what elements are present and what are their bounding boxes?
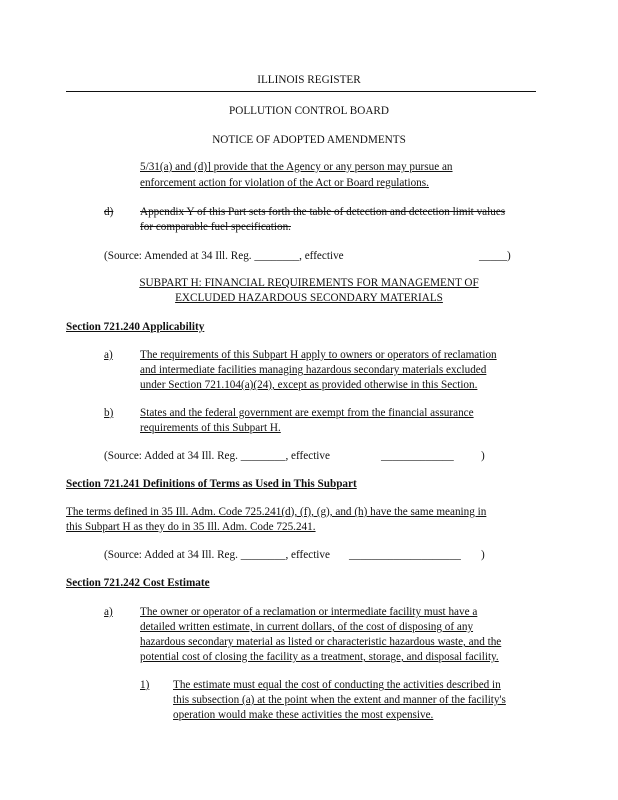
sec240-a-line-2: and intermediate facilities managing hazardous secondary materials excluded xyxy=(140,364,487,376)
sec240-source-end: ) xyxy=(481,450,485,462)
struck-d-line-1: Appendix Y of this Part sets forth the table of detection and detection limit values xyxy=(140,206,506,218)
sec242-p1-line-3: operation would make these activities the most expensive. xyxy=(173,709,434,721)
subpart-heading-line-1: SUBPART H: FINANCIAL REQUIREMENTS FOR MANAGEMENT OF xyxy=(139,277,479,289)
board-name: POLLUTION CONTROL BOARD xyxy=(229,105,389,117)
sec240-a-line-3: under Section 721.104(a)(24), except as provided otherwise in this Section. xyxy=(140,379,478,391)
sec240-b-line-1: States and the federal government are exempt from the financial assurance xyxy=(140,407,474,419)
intro-line-2: enforcement action for violation of the Act or Board regulations. xyxy=(140,177,429,189)
struck-d-label: d) xyxy=(104,206,114,218)
sec241-line-1: The terms defined in 35 Ill. Adm. Code 725.241(d), (f), (g), and (h) have the same meaning in xyxy=(66,506,487,518)
section-240-heading: Section 721.240 Applicability xyxy=(66,321,205,333)
section-241-heading: Section 721.241 Definitions of Terms as Used in This Subpart xyxy=(66,478,357,490)
intro-line-1: 5/31(a) and (d)] provide that the Agency or any person may pursue an xyxy=(140,161,453,173)
sec240-b-line-2: requirements of this Subpart H. xyxy=(140,422,281,434)
sec242-a-line-2: detailed written estimate, in current dollars, of the cost of disposing of any xyxy=(140,621,474,633)
notice-title: NOTICE OF ADOPTED AMENDMENTS xyxy=(212,134,406,146)
sec242-p1-line-2: this subsection (a) at the point when the extent and manner of the facility's xyxy=(173,694,506,706)
sec241-line-2: this Subpart H as they do in 35 Ill. Adm. Code 725.241. xyxy=(66,521,316,533)
header-rule xyxy=(66,91,536,92)
struck-d-line-2: for comparable fuel specification. xyxy=(140,221,291,233)
subpart-heading-line-2: EXCLUDED HAZARDOUS SECONDARY MATERIALS xyxy=(175,292,443,304)
section-242-heading: Section 721.242 Cost Estimate xyxy=(66,577,210,589)
sec242-a-line-1: The owner or operator of a reclamation or intermediate facility must have a xyxy=(140,606,478,618)
sec242-a-label: a) xyxy=(104,606,113,618)
sec240-a-label: a) xyxy=(104,349,113,361)
sec242-p1-label: 1) xyxy=(140,679,150,691)
register-title: ILLINOIS REGISTER xyxy=(257,74,361,86)
sec242-a-line-3: hazardous secondary material as listed or characteristic hazardous waste, and the xyxy=(140,636,502,648)
source-amended: (Source: Amended at 34 Ill. Reg. ________, effective xyxy=(104,250,344,262)
sec240-b-label: b) xyxy=(104,407,114,419)
sec240-source: (Source: Added at 34 Ill. Reg. ________, effective xyxy=(104,450,330,462)
sec241-source: (Source: Added at 34 Ill. Reg. ________, effective xyxy=(104,549,330,561)
sec241-source-blank: ____________________ xyxy=(349,549,461,561)
sec240-a-line-1: The requirements of this Subpart H apply to owners or operators of reclamation xyxy=(140,349,497,361)
sec240-source-blank: _____________ xyxy=(381,450,454,462)
source-amended-end: _____) xyxy=(479,250,511,262)
sec242-a-line-4: potential cost of closing the facility as a treatment, storage, and disposal facility. xyxy=(140,651,499,663)
sec242-p1-line-1: The estimate must equal the cost of conducting the activities described in xyxy=(173,679,501,691)
sec241-source-end: ) xyxy=(481,549,485,561)
